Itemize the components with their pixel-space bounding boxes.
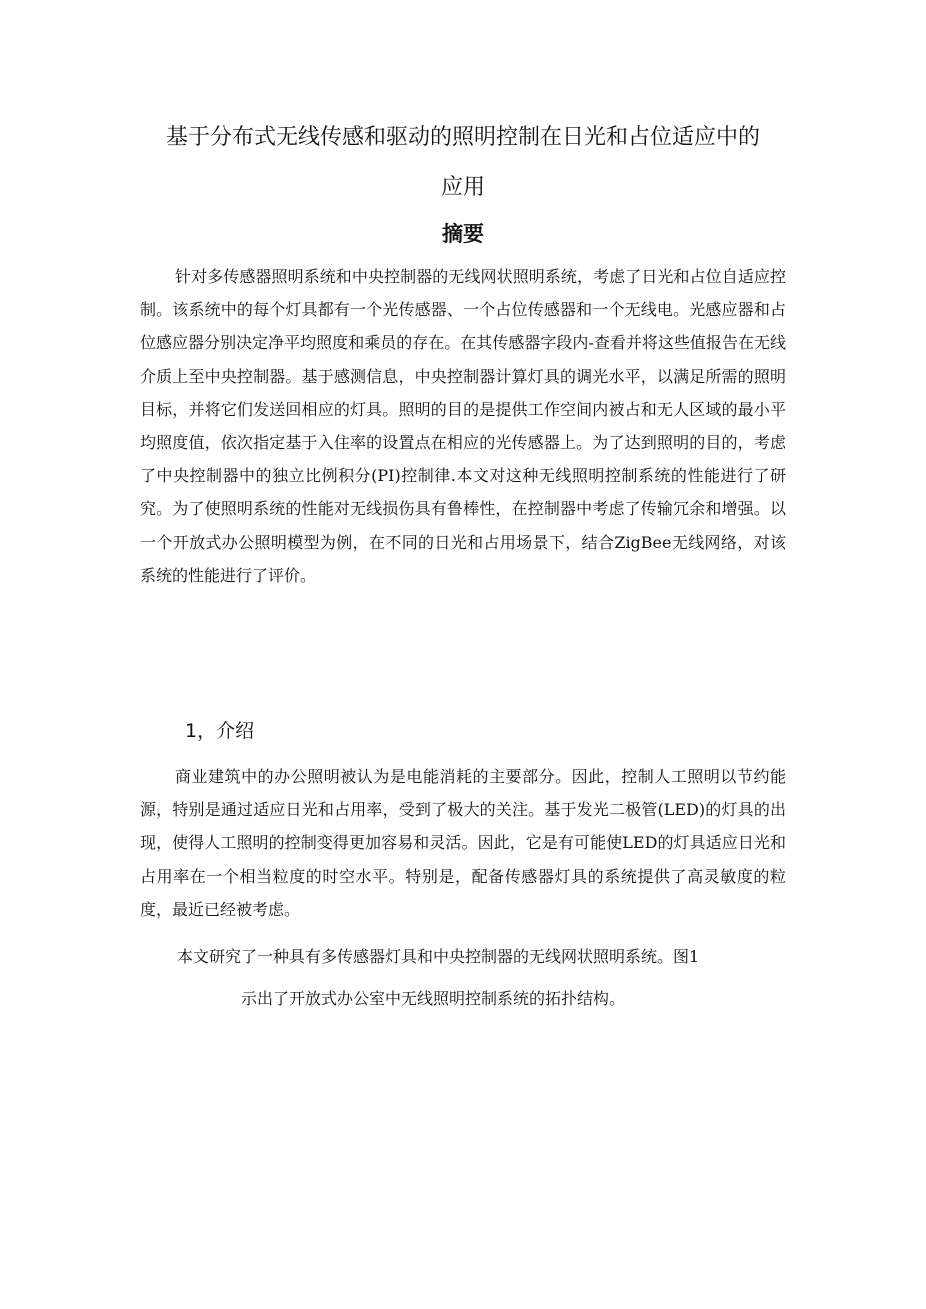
document-title-line-2: 应用 (440, 175, 485, 200)
intro-paragraph-2-line-2: 示出了开放式办公室中无线照明控制系统的拓扑结构。 (241, 989, 626, 1008)
intro-paragraph-2-line-1: 本文研究了一种具有多传感器灯具和中央控制器的无线网状照明系统。图1 (177, 947, 700, 966)
abstract-heading: 摘要 (442, 222, 484, 246)
document-title-line-1: 基于分布式无线传感和驱动的照明控制在日光和占位适应中的 (165, 125, 760, 150)
section-heading-introduction: 1，介绍 (185, 720, 255, 742)
abstract-paragraph: 针对多传感器照明系统和中央控制器的无线网状照明系统，考虑了日光和占位自适应控制。该系统中的每个灯具都有一个光传感器、一个占位传感器和一个无线电。光感应器和占位感应器分别决定净平均照度和乘员的存在。在其传感器字段内-查看并将这些值报告在无线介质上至中央控制器。基于感测信息，中央控制器计算灯具的调光水平，以满足所需的照明目标，并将它们发送回相应的灯具。照明的目的是提供工作空间内被占和无人区域的最小平均照度值，依次指定基于入住率的设置点在相应的光传感器上。为了达到照明的目的，考虑了中央控制器中的独立比例积分(PI)控制律.本文对这种无线照明控制系统的性能进行了研究。为了使照明系统的性能对无线损伤具有鲁棒性，在控制器中考虑了传输冗余和增强。以一个开放式办公照明模型为例，在不同的日光和占用场景下，结合ZigBee无线网络，对该系统的性能进行了评价。 (140, 267, 786, 585)
intro-paragraph-1: 商业建筑中的办公照明被认为是电能消耗的主要部分。因此，控制人工照明以节约能源，特别是通过适应日光和占用率，受到了极大的关注。基于发光二极管(LED)的灯具的出现，使得人工照明的控制变得更加容易和灵活。因此，它是有可能使LED的灯具适应日光和占用率在一个相当粒度的时空水平。特别是，配备传感器灯具的系统提供了高灵敏度的粒度，最近已经被考虑。 (140, 767, 786, 919)
